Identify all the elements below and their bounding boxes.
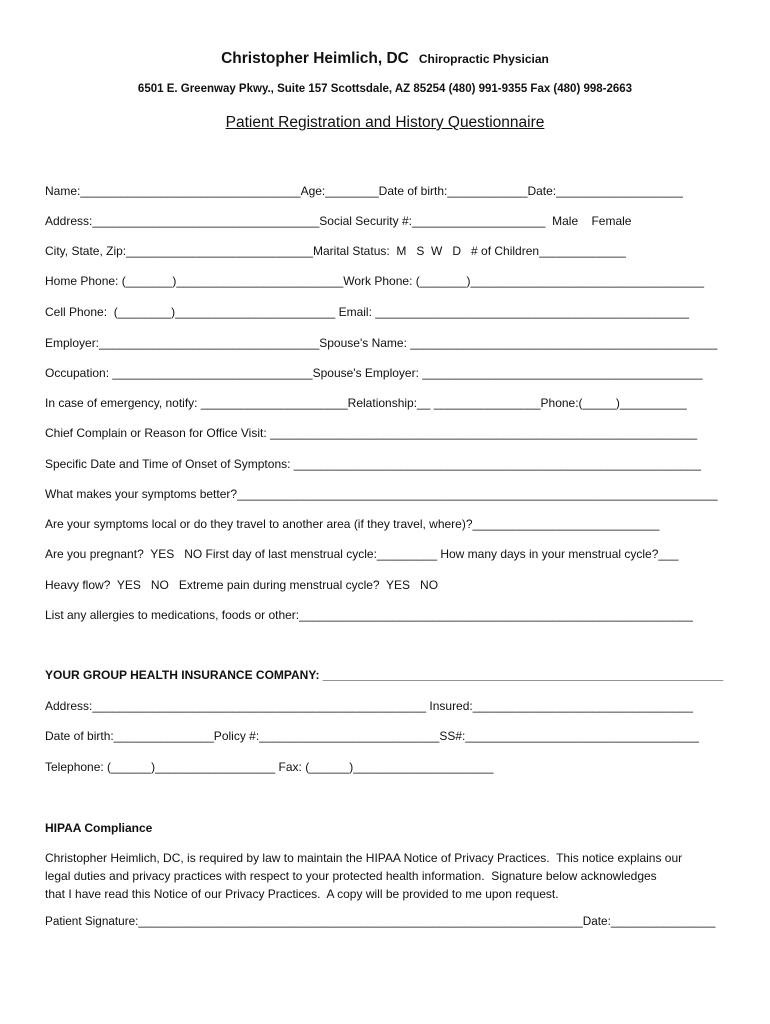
hipaa-heading: HIPAA Compliance	[45, 821, 153, 835]
chief-complaint-field[interactable]: Chief Complain or Reason for Office Visit: ________________________________________________________________	[45, 426, 698, 440]
insurance-address-field[interactable]: Address:__________________________________________________ Insured:_________________________________	[45, 699, 693, 713]
insurance-dob-policy-field[interactable]: Date of birth:_______________Policy #:___________________________SS#:___________________________________	[45, 729, 699, 743]
symptom-onset-field[interactable]: Specific Date and Time of Onset of Symptons: _____________________________________________________________	[45, 457, 701, 471]
hipaa-paragraph	[45, 849, 725, 903]
insurance-telephone-field[interactable]: Telephone: (______)__________________ Fax: (______)_____________________	[45, 760, 494, 774]
practice-header	[0, 50, 770, 68]
city-marital-children-field[interactable]: City, State, Zip:____________________________Marital Status: M S W D # of Children_____________	[45, 244, 626, 258]
pregnancy-cycle-field[interactable]: Are you pregnant? YES NO First day of last menstrual cycle:_________ How many days in your menstrual cycle?___	[45, 547, 679, 561]
name-age-dob-date-field[interactable]: Name:_________________________________Age:________Date of birth:____________Date:___________________	[45, 184, 683, 198]
symptoms-travel-field[interactable]: Are your symptoms local or do they travel to another area (if they travel, where)?____________________________	[45, 517, 660, 531]
practice-address: 6501 E. Greenway Pkwy., Suite 157 Scottsdale, AZ 85254 (480) 991-9355 Fax (480) 998-2663	[137, 83, 633, 95]
employer-spouse-field[interactable]: Employer:_________________________________Spouse's Name: ______________________________________________	[45, 336, 718, 350]
hipaa-text-line: that I have read this Notice of our Privacy Practices. A copy will be provided to me upon request.	[45, 887, 559, 901]
patient-signature-field[interactable]: Patient Signature:____________________________________________________________________Date:________________	[45, 915, 716, 928]
address-ssn-gender-field[interactable]: Address:__________________________________Social Security #:____________________ Male Female	[45, 214, 632, 228]
home-work-phone-field[interactable]: Home Phone: (_______)_________________________Work Phone: (_______)___________________________________	[45, 274, 705, 288]
emergency-contact-field[interactable]: In case of emergency, notify: ______________________Relationship:__ ________________Phone:(_____)__________	[45, 396, 687, 410]
symptoms-better-field[interactable]: What makes your symptoms better?________________________________________________________________________	[45, 487, 718, 501]
doctor-name: Christopher Heimlich, DC	[221, 50, 409, 67]
form-title: Patient Registration and History Questionnaire	[225, 114, 545, 131]
occupation-spouse-employer-field[interactable]: Occupation: ______________________________Spouse's Employer: __________________________________________	[45, 366, 703, 380]
hipaa-text-line: Christopher Heimlich, DC, is required by law to maintain the HIPAA Notice of Privacy Practices. This notice explains our	[45, 851, 683, 865]
hipaa-text-line: legal duties and privacy practices with respect to your protected health information. Signature below acknowledges	[45, 869, 657, 883]
cell-email-field[interactable]: Cell Phone: (________)________________________ Email: _______________________________________________	[45, 305, 689, 319]
insurance-company-field[interactable]: YOUR GROUP HEALTH INSURANCE COMPANY: ____________________________________________________________	[45, 668, 724, 682]
flow-pain-field[interactable]: Heavy flow? YES NO Extreme pain during menstrual cycle? YES NO	[45, 578, 439, 592]
allergies-field[interactable]: List any allergies to medications, foods or other:___________________________________________________________	[45, 608, 693, 622]
doctor-title: Chiropractic Physician	[418, 52, 549, 66]
